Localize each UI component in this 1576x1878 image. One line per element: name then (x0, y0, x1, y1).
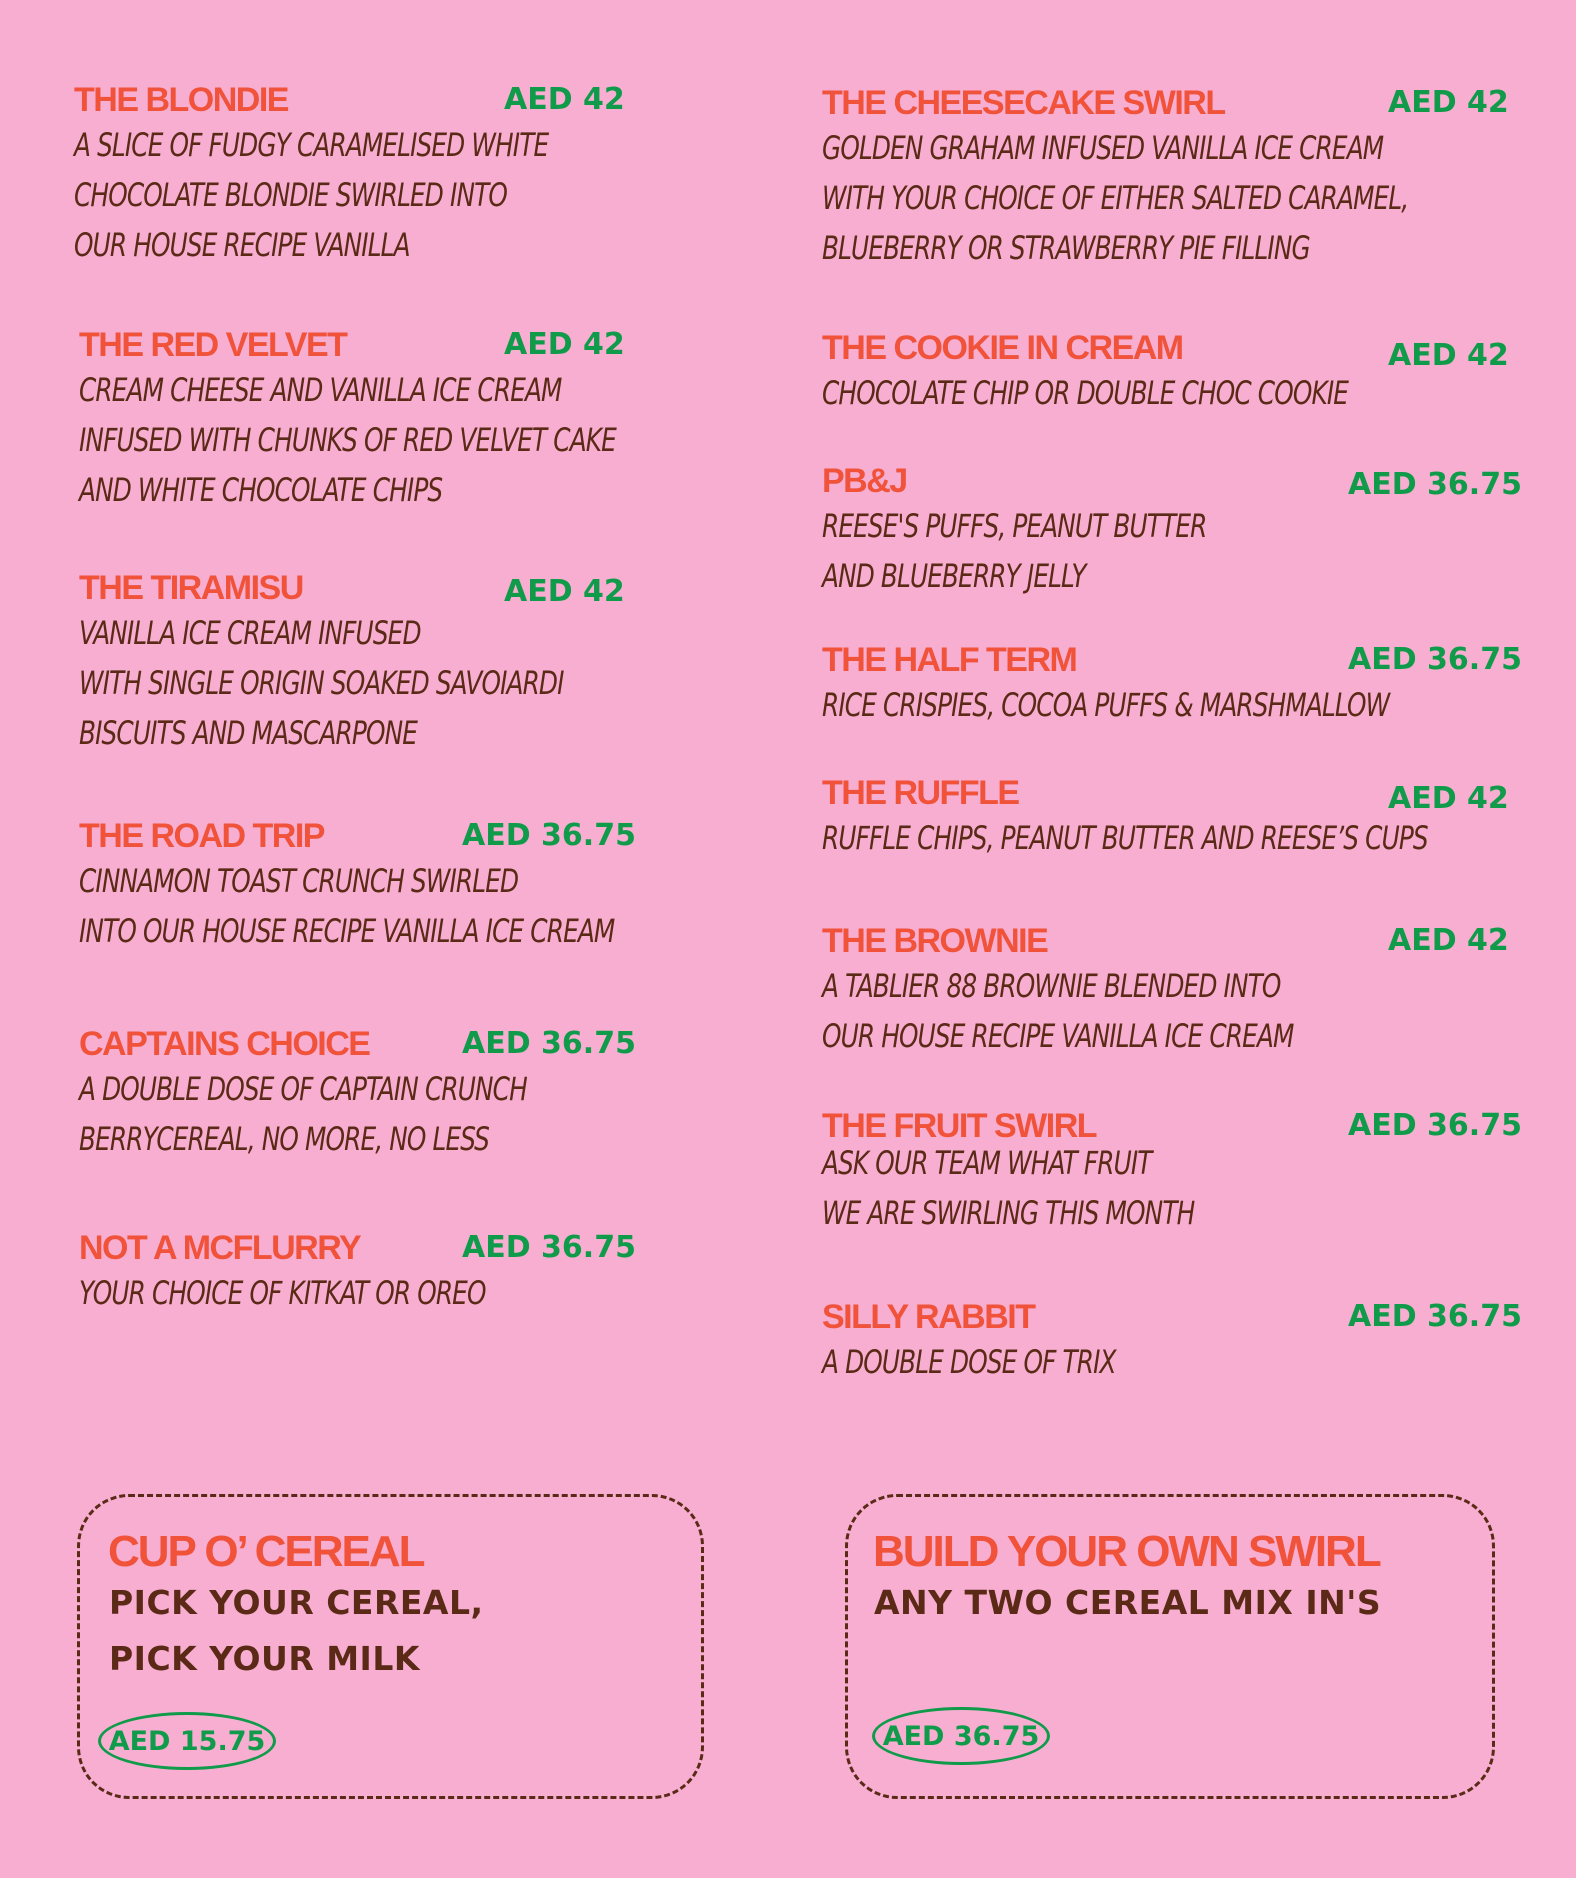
box-title: CUP O’ CEREAL (108, 1527, 424, 1576)
menu-item-road-trip (79, 816, 636, 956)
menu-item-brownie (822, 921, 1509, 1061)
item-name: THE CHEESECAKE SWIRL (822, 84, 1225, 122)
menu-item-ruffle (822, 773, 1509, 863)
menu-item-captains-choice (79, 1024, 636, 1164)
item-description-line: BLUEBERRY OR STRAWBERRY PIE FILLING (822, 229, 1310, 267)
item-description-line: ASK OUR TEAM WHAT FRUIT (822, 1144, 1152, 1182)
item-price: AED 36.75 (462, 1026, 636, 1061)
item-name: THE BROWNIE (822, 922, 1048, 960)
box-title: BUILD YOUR OWN SWIRL (873, 1527, 1380, 1576)
item-description-line: BERRYCEREAL, NO MORE, NO LESS (79, 1120, 489, 1158)
item-name: PB&J (822, 462, 907, 500)
item-description-line: CHOCOLATE BLONDIE SWIRLED INTO (74, 176, 507, 214)
menu-item-red-velvet (79, 325, 625, 515)
item-description-line: BISCUITS AND MASCARPONE (79, 714, 418, 752)
item-price: AED 36.75 (1348, 1108, 1522, 1143)
item-name: THE TIRAMISU (79, 569, 303, 607)
item-description-line: YOUR CHOICE OF KITKAT OR OREO (79, 1274, 486, 1312)
item-description-line: A DOUBLE DOSE OF TRIX (822, 1343, 1116, 1381)
item-description-line: A TABLIER 88 BROWNIE BLENDED INTO (822, 967, 1281, 1005)
item-description-line: VANILLA ICE CREAM INFUSED (79, 614, 421, 652)
item-name: THE ROAD TRIP (79, 817, 324, 855)
item-price: AED 42 (1388, 338, 1509, 373)
item-name: THE RUFFLE (822, 774, 1019, 812)
item-price: AED 36.75 (1348, 467, 1522, 502)
item-price: AED 42 (504, 574, 625, 609)
box-line: PICK YOUR MILK (109, 1639, 420, 1678)
menu-item-cookie-in-cream (822, 328, 1509, 418)
item-description-line: CREAM CHEESE AND VANILLA ICE CREAM (79, 371, 562, 409)
item-name: CAPTAINS CHOICE (79, 1025, 370, 1063)
cup-o-cereal-box (77, 1494, 704, 1799)
item-description-line: INFUSED WITH CHUNKS OF RED VELVET CAKE (79, 421, 616, 459)
menu-item-half-term (822, 640, 1522, 730)
menu-item-fruit-swirl (822, 1106, 1522, 1238)
item-name: THE RED VELVET (79, 326, 347, 364)
item-description-line: OUR HOUSE RECIPE VANILLA (74, 226, 410, 264)
item-price: AED 36.75 (1348, 642, 1522, 677)
menu-item-not-a-mcflurry (79, 1228, 636, 1318)
item-name: THE COOKIE IN CREAM (822, 329, 1183, 367)
item-description-line: GOLDEN GRAHAM INFUSED VANILLA ICE CREAM (822, 129, 1384, 167)
item-description-line: AND WHITE CHOCOLATE CHIPS (79, 471, 443, 509)
item-description-line: AND BLUEBERRY JELLY (822, 557, 1086, 595)
item-price: AED 42 (504, 327, 625, 362)
item-price: AED 42 (504, 82, 625, 117)
menu-item-silly-rabbit (822, 1297, 1522, 1387)
item-name: THE HALF TERM (822, 641, 1077, 679)
item-description-line: A DOUBLE DOSE OF CAPTAIN CRUNCH (79, 1070, 527, 1108)
menu-item-blondie (74, 80, 625, 270)
menu-item-pbj (822, 461, 1522, 601)
item-price: AED 42 (1388, 85, 1509, 120)
box-line: ANY TWO CEREAL MIX IN'S (874, 1583, 1382, 1622)
item-description-line: REESE'S PUFFS, PEANUT BUTTER (822, 507, 1207, 545)
item-description-line: CHOCOLATE CHIP OR DOUBLE CHOC COOKIE (822, 374, 1349, 412)
item-price: AED 36.75 (462, 818, 636, 853)
item-description-line: WE ARE SWIRLING THIS MONTH (822, 1194, 1195, 1232)
item-description-line: INTO OUR HOUSE RECIPE VANILLA ICE CREAM (79, 912, 615, 950)
item-price: AED 36.75 (462, 1230, 636, 1265)
item-description-line: RICE CRISPIES, COCOA PUFFS & MARSHMALLOW (822, 686, 1390, 724)
menu-item-tiramisu (79, 568, 625, 758)
item-description-line: WITH SINGLE ORIGIN SOAKED SAVOIARDI (79, 664, 564, 702)
item-description-line: WITH YOUR CHOICE OF EITHER SALTED CARAMEL, (822, 179, 1409, 217)
item-description-line: OUR HOUSE RECIPE VANILLA ICE CREAM (822, 1017, 1294, 1055)
item-name: SILLY RABBIT (822, 1298, 1035, 1336)
item-description-line: RUFFLE CHIPS, PEANUT BUTTER AND REESE’S CUPS (822, 819, 1428, 857)
item-price: AED 36.75 (1348, 1299, 1522, 1334)
price-badge: AED 15.75 (98, 1712, 276, 1770)
item-price: AED 42 (1388, 923, 1509, 958)
price-badge: AED 36.75 (872, 1707, 1050, 1765)
build-your-own-swirl-box (845, 1494, 1495, 1799)
menu-item-cheesecake-swirl (822, 83, 1509, 273)
box-line: PICK YOUR CEREAL, (109, 1583, 484, 1622)
item-description-line: CINNAMON TOAST CRUNCH SWIRLED (79, 862, 519, 900)
item-price: AED 42 (1388, 781, 1509, 816)
item-name: THE BLONDIE (74, 81, 288, 119)
item-name: NOT A MCFLURRY (79, 1229, 361, 1267)
item-description-line: A SLICE OF FUDGY CARAMELISED WHITE (74, 126, 549, 164)
item-name: THE FRUIT SWIRL (822, 1107, 1097, 1145)
